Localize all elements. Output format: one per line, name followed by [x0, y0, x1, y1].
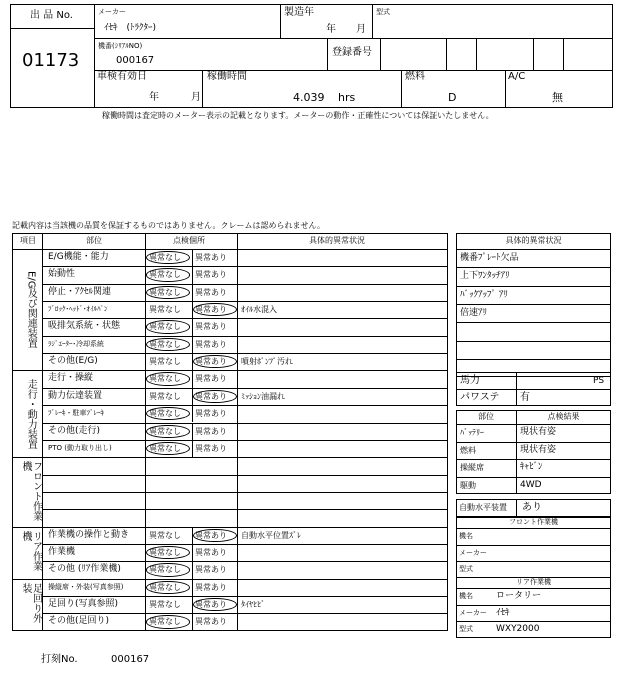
ng-option[interactable]: 異常あり [195, 374, 227, 384]
year-label: 製造年 [284, 7, 314, 18]
ok-option[interactable]: 異常なし [149, 391, 181, 401]
ng-option[interactable]: 異常あり [195, 582, 227, 592]
selected-circle [146, 425, 190, 438]
selected-circle [146, 442, 190, 455]
rear-machine-header: リア作業機 [516, 578, 551, 586]
part-label: その他(E/G) [48, 356, 98, 367]
part-label: 動力伝達装置 [48, 390, 103, 401]
selected-circle [146, 563, 190, 576]
steering-value: 有 [520, 392, 530, 403]
ok-option[interactable]: 異常なし [149, 322, 181, 332]
ok-option[interactable]: 異常なし [149, 426, 181, 436]
ng-option[interactable]: 異常あり [195, 565, 227, 575]
selected-circle [146, 372, 190, 385]
ok-option[interactable]: 異常なし [149, 409, 181, 419]
ng-option[interactable]: 異常あり [195, 287, 227, 297]
selected-circle [146, 286, 190, 299]
ac-label: A/C [508, 71, 526, 82]
part-label: 作業機の操作と動き [48, 529, 130, 540]
front-machine-field-label: 機名 [459, 532, 473, 540]
selected-circle [146, 615, 190, 628]
abnormal-item: ﾊﾞｯｸｱｯﾌﾟ ｱﾘ [460, 289, 508, 300]
lot-number: 01173 [22, 50, 80, 71]
ng-option[interactable]: 異常あり [195, 322, 227, 332]
rear-machine-field-label: 型式 [459, 625, 473, 633]
parts-header-part: 部位 [478, 412, 494, 421]
parts-part: 駆動 [460, 480, 476, 490]
ok-option[interactable]: 異常なし [149, 547, 181, 557]
abnormal-item: 機番ﾌﾟﾚｰﾄ欠品 [460, 253, 519, 263]
detail-text: ﾀｲﾔﾋﾋﾞ [241, 600, 265, 609]
ok-option[interactable]: 異常なし [149, 374, 181, 384]
stamp-value: 000167 [111, 654, 150, 665]
lot-label: 出 品 No. [30, 10, 73, 21]
detail-text: 噴射ﾎﾟﾝﾌﾟ汚れ [241, 357, 293, 367]
ok-option[interactable]: 異常なし [149, 565, 181, 575]
part-label: 吸排気系統・状態 [48, 321, 121, 332]
year-unit-month: 月 [356, 24, 366, 35]
part-label: ﾌﾞﾛｯｸ･ﾍｯﾄﾞ･ｵｲﾙﾊﾟﾝ [48, 305, 108, 314]
header-detail: 具体的異常状況 [309, 236, 365, 245]
group-label: フロント作業機 [20, 461, 42, 522]
serial-value: 000167 [116, 55, 155, 66]
ac-value: 無 [552, 91, 563, 104]
ok-option[interactable]: 異常なし [149, 443, 181, 453]
ok-option[interactable]: 異常なし [149, 617, 181, 627]
group-label: E/G及び関連装置 [25, 271, 37, 349]
selected-circle [193, 390, 237, 403]
auto-level-label: 自動水平装置 [459, 503, 507, 512]
part-label: その他(走行) [48, 425, 101, 436]
ng-option[interactable]: 異常あり [195, 600, 227, 609]
part-label: 始動性 [48, 269, 76, 280]
auto-level-value: あり [522, 502, 542, 513]
detail-text: ﾐｯｼｮﾝ油漏れ [241, 391, 285, 401]
header-check: 点検個所 [173, 236, 205, 245]
detail-text: ｵｲﾙ水混入 [241, 305, 277, 315]
parts-header-result: 点検結果 [547, 412, 580, 421]
ng-option[interactable]: 異常あり [195, 443, 227, 453]
power-unit: PS [593, 376, 605, 386]
maker-label: メーカー [98, 8, 126, 16]
part-label: 停止・ｱｸｾﾙ関連 [48, 286, 112, 297]
abnormal-item: 倍速ｱﾘ [460, 307, 488, 318]
parts-result: 4WD [520, 479, 542, 490]
selected-circle [146, 320, 190, 333]
selected-circle [146, 268, 190, 281]
ok-option[interactable]: 異常なし [149, 600, 181, 609]
year-unit-year: 年 [326, 24, 336, 35]
parts-result: 現状有姿 [520, 427, 557, 437]
ng-option[interactable]: 異常あり [195, 305, 227, 315]
ok-option[interactable]: 異常なし [149, 530, 181, 540]
header-part: 部位 [86, 236, 102, 245]
front-machine-field-label: 型式 [459, 565, 473, 573]
power-label: 馬力 [460, 375, 480, 386]
ng-option[interactable]: 異常あり [195, 547, 227, 557]
part-label: 走行・操縦 [48, 373, 94, 384]
ng-option[interactable]: 異常あり [195, 426, 227, 436]
fuel-label: 燃料 [405, 71, 425, 82]
disclaimer: 記載内容は当該機の品質を保証するものではありません。クレームは認められません。 [12, 221, 325, 230]
ok-option[interactable]: 異常なし [149, 305, 181, 315]
selected-circle [146, 338, 190, 351]
front-machine-box [456, 517, 611, 578]
serial-label: 機番(ｼﾘｱﾙNO) [98, 42, 143, 50]
part-label: E/G機能・能力 [48, 252, 109, 262]
inspection-year: 年 [149, 92, 159, 103]
ok-option[interactable]: 異常なし [149, 339, 181, 349]
fuel-value: D [448, 91, 457, 104]
parts-part: ﾊﾞｯﾃﾘｰ [460, 428, 484, 437]
group-label: 足回り外装 [20, 582, 42, 623]
detail-text: 自動水平位置ｽﾞﾚ [241, 530, 301, 540]
ok-option[interactable]: 異常なし [149, 287, 181, 297]
selected-circle [146, 581, 190, 594]
ok-option[interactable]: 異常なし [149, 357, 181, 367]
parts-result: ｷｬﾋﾞﾝ [520, 462, 543, 472]
part-label: PTO (動力取り出し) [48, 443, 112, 452]
ok-option[interactable]: 異常なし [149, 253, 181, 262]
parts-part: 燃料 [460, 445, 476, 455]
ng-option[interactable]: 異常あり [195, 253, 227, 262]
rear-machine-field-value: ｲｾｷ [496, 607, 510, 618]
rear-machine-field-value: ロータリー [496, 591, 542, 601]
abnormal-item: 上下ﾜﾝﾀｯﾁｱﾘ [460, 271, 510, 282]
parts-part: 操縦席 [460, 463, 484, 472]
front-machine-field-label: メーカー [459, 548, 487, 557]
registration-label: 登録番号 [332, 47, 372, 58]
hours-value: 4.039 [293, 91, 325, 104]
group-label: 走行・動力装置 [25, 378, 37, 449]
rear-machine-field-label: 機名 [459, 592, 473, 600]
ok-option[interactable]: 異常なし [149, 270, 181, 280]
model-label: 型式 [376, 8, 390, 16]
ng-option[interactable]: 異常あり [195, 339, 227, 349]
rear-machine-field-value: WXY2000 [496, 624, 540, 634]
abnormal-header: 具体的異常状況 [505, 236, 562, 245]
hours-label: 稼働時間 [207, 71, 247, 82]
maker-value: ｲｾｷ (ﾄﾗｸﾀｰ) [104, 23, 157, 33]
ng-option[interactable]: 異常あり [195, 617, 227, 627]
ng-option[interactable]: 異常あり [195, 530, 227, 540]
group-label: リア作業機 [20, 530, 42, 571]
stamp-label: 打刻No. [41, 654, 78, 665]
front-machine-header: フロント作業機 [509, 518, 558, 526]
header-category: 項目 [20, 236, 36, 245]
part-label: 足回り(写真参照) [48, 599, 119, 609]
ok-option[interactable]: 異常なし [149, 582, 181, 592]
part-label: その他(足回り) [48, 616, 110, 627]
parts-result: 現状有姿 [520, 444, 557, 455]
inspection-month: 月 [191, 92, 201, 103]
selected-circle [193, 529, 237, 542]
hours-unit: hrs [338, 91, 356, 104]
part-label: 操縦席・外装(写真参照) [48, 582, 124, 591]
part-label: ﾌﾞﾚｰｷ・駐車ﾌﾞﾚｰｷ [48, 409, 104, 418]
part-label: ﾗｼﾞｴｰﾀｰ･冷却系統 [48, 339, 104, 348]
ng-option[interactable]: 異常あり [195, 409, 227, 419]
ng-option[interactable]: 異常あり [195, 357, 227, 367]
part-label: その他 (ﾘｱ作業機) [48, 564, 121, 575]
steering-label: パワステ [460, 392, 500, 403]
ng-option[interactable]: 異常あり [195, 391, 227, 401]
hours-note: 稼働時間は査定時のメーター表示の記載となります。メーターの動作・正確性については保証いたしません。 [102, 111, 494, 120]
rear-machine-field-label: メーカー [459, 608, 487, 617]
part-label: 作業機 [48, 546, 76, 557]
ng-option[interactable]: 異常あり [195, 270, 227, 280]
inspection-label: 車検有効日 [97, 71, 147, 82]
